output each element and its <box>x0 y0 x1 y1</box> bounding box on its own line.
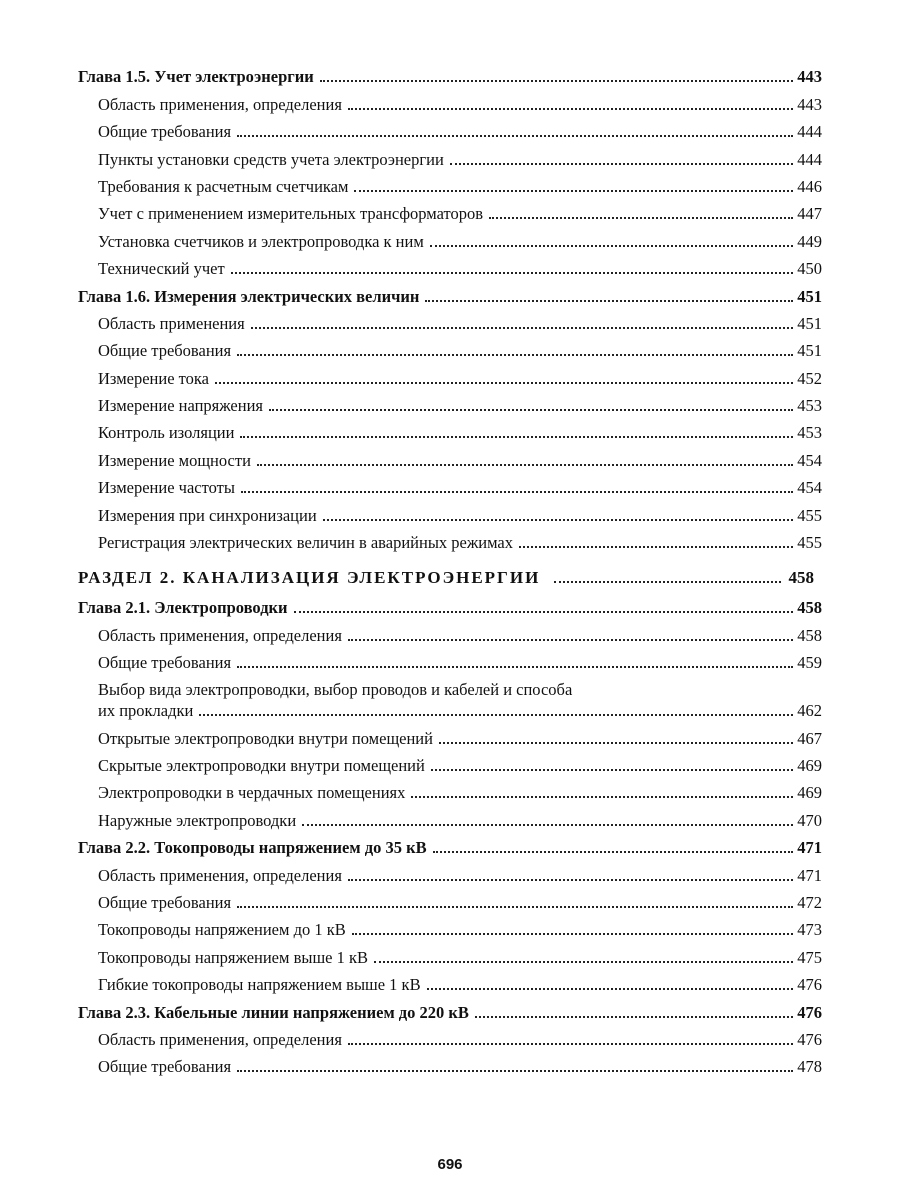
entry-label: Общие требования <box>98 122 232 142</box>
section-title: РАЗДЕЛ 2. КАНАЛИЗАЦИЯ ЭЛЕКТРОЭНЕРГИИ <box>78 568 541 588</box>
toc-entry[interactable] <box>78 197 822 224</box>
toc-entry[interactable] <box>78 416 822 443</box>
entry-label: Гибкие токопроводы напряжением выше 1 кВ <box>98 975 421 995</box>
toc-entry[interactable] <box>78 803 822 830</box>
page-number: 476 <box>797 975 822 995</box>
page-number: 476 <box>797 1002 822 1022</box>
dot-leader <box>237 1070 793 1072</box>
dot-leader <box>431 769 793 771</box>
dot-leader <box>411 796 793 798</box>
toc-entry[interactable] <box>78 389 822 416</box>
toc-entry[interactable] <box>78 1050 822 1077</box>
entry-label: Регистрация электрических величин в аварийных режимах <box>98 533 513 553</box>
entry-label: Общие требования <box>98 341 232 361</box>
dot-leader <box>237 354 793 356</box>
page-number: 475 <box>797 947 822 967</box>
toc-chapter-2-3[interactable] <box>78 995 822 1022</box>
page-number: 444 <box>797 122 822 142</box>
toc-entry[interactable] <box>78 776 822 803</box>
page-number: 455 <box>797 505 822 525</box>
toc-entry[interactable] <box>78 471 822 498</box>
page-number: 451 <box>797 286 822 306</box>
toc-entry[interactable] <box>78 940 822 967</box>
chapter-title: Глава 2.1. Электропроводки <box>78 598 288 618</box>
dot-leader <box>519 546 793 548</box>
chapter-title: Глава 1.6. Измерения электрических величин <box>78 286 420 306</box>
entry-label: Область применения, определения <box>98 1029 342 1049</box>
page-number: 450 <box>797 259 822 279</box>
dot-leader <box>237 135 793 137</box>
page-number: 472 <box>797 892 822 912</box>
entry-label: Область применения, определения <box>98 625 342 645</box>
toc-entry[interactable] <box>78 749 822 776</box>
toc-section-2[interactable] <box>78 557 822 588</box>
dot-leader <box>489 217 793 219</box>
dot-leader <box>241 491 793 493</box>
toc-entry[interactable] <box>78 170 822 197</box>
entry-label: Область применения <box>98 313 245 333</box>
toc-entry[interactable] <box>78 646 822 673</box>
toc-entry[interactable] <box>78 913 822 940</box>
entry-label: Токопроводы напряжением выше 1 кВ <box>98 947 368 967</box>
toc-entry-multiline[interactable] <box>78 673 822 721</box>
page-number: 473 <box>797 920 822 940</box>
page-number: 459 <box>797 653 822 673</box>
page-number: 443 <box>797 67 822 87</box>
entry-label: Токопроводы напряжением до 1 кВ <box>98 920 346 940</box>
entry-label: Общие требования <box>98 892 232 912</box>
page-folio-number: 696 <box>437 1156 463 1173</box>
entry-label: Измерения при синхронизации <box>98 505 317 525</box>
toc-entry[interactable] <box>78 142 822 169</box>
dot-leader <box>237 906 793 908</box>
dot-leader <box>231 272 794 274</box>
entry-label: Измерение напряжения <box>98 396 264 416</box>
dot-leader <box>251 327 794 329</box>
page-number: 443 <box>797 94 822 114</box>
entry-label: Требования к расчетным счетчикам <box>98 176 349 196</box>
entry-label: Установка счетчиков и электропроводка к ним <box>98 231 424 251</box>
dot-leader <box>348 639 793 641</box>
toc-entry[interactable] <box>78 307 822 334</box>
toc-entry[interactable] <box>78 968 822 995</box>
dot-leader <box>320 80 793 82</box>
dot-leader <box>215 382 793 384</box>
dot-leader <box>302 824 793 826</box>
page-number: 449 <box>797 231 822 251</box>
page-number: 458 <box>797 598 822 618</box>
dot-leader <box>348 108 793 110</box>
page-number: 455 <box>797 533 822 553</box>
dot-leader <box>348 1043 793 1045</box>
entry-label: Технический учет <box>98 259 225 279</box>
dot-leader <box>374 961 793 963</box>
toc-entry[interactable] <box>78 618 822 645</box>
dot-leader <box>430 245 793 247</box>
toc-entry[interactable] <box>78 721 822 748</box>
dot-leader <box>348 879 793 881</box>
page-number: 458 <box>788 568 814 588</box>
page-number: 469 <box>797 755 822 775</box>
dot-leader <box>199 714 793 716</box>
page-number: 446 <box>797 176 822 196</box>
entry-label: Открытые электропроводки внутри помещений <box>98 728 433 748</box>
entry-label: Скрытые электропроводки внутри помещений <box>98 755 425 775</box>
entry-label: Электропроводки в чердачных помещениях <box>98 783 406 803</box>
page-number: 451 <box>797 313 822 333</box>
page-number: 467 <box>797 728 822 748</box>
dot-leader <box>237 666 793 668</box>
page-number: 444 <box>797 149 822 169</box>
page-number: 471 <box>797 865 822 885</box>
toc-chapter-2-2[interactable] <box>78 831 822 858</box>
page-number: 462 <box>797 701 822 721</box>
toc-entry[interactable] <box>78 252 822 279</box>
page-number: 447 <box>797 204 822 224</box>
entry-label: Общие требования <box>98 1057 232 1077</box>
chapter-title: Глава 2.2. Токопроводы напряжением до 35 кВ <box>78 838 427 858</box>
toc-entry[interactable] <box>78 361 822 388</box>
toc-entry[interactable] <box>78 886 822 913</box>
entry-label: Область применения, определения <box>98 865 342 885</box>
toc-entry[interactable] <box>78 87 822 114</box>
toc-chapter-2-1[interactable] <box>78 591 822 618</box>
page-number: 476 <box>797 1029 822 1049</box>
dot-leader <box>240 436 793 438</box>
entry-label: Измерение тока <box>98 368 209 388</box>
page-number: 453 <box>797 423 822 443</box>
toc-entry[interactable] <box>78 858 822 885</box>
entry-label-line-1: Выбор вида электропроводки, выбор проводов и кабелей и способа <box>98 680 573 700</box>
page-number: 470 <box>797 810 822 830</box>
dot-leader <box>475 1016 793 1018</box>
entry-label-line-2: их прокладки <box>98 701 194 721</box>
entry-label: Пункты установки средств учета электроэнергии <box>98 149 444 169</box>
page-number: 451 <box>797 341 822 361</box>
entry-label: Измерение частоты <box>98 478 235 498</box>
toc-entry[interactable] <box>78 115 822 142</box>
dot-leader <box>269 409 793 411</box>
chapter-title: Глава 2.3. Кабельные линии напряжением до 220 кВ <box>78 1002 469 1022</box>
page-number: 452 <box>797 368 822 388</box>
dot-leader <box>427 988 794 990</box>
dot-leader <box>554 581 780 583</box>
chapter-title: Глава 1.5. Учет электроэнергии <box>78 67 314 87</box>
entry-label: Область применения, определения <box>98 94 342 114</box>
toc-entry[interactable] <box>78 1023 822 1050</box>
dot-leader <box>354 190 793 192</box>
toc-entry[interactable] <box>78 443 822 470</box>
toc-chapter-1-5[interactable] <box>78 60 822 87</box>
table-of-contents <box>78 60 822 1077</box>
toc-entry[interactable] <box>78 224 822 251</box>
dot-leader <box>323 519 794 521</box>
toc-entry[interactable] <box>78 334 822 361</box>
page-number: 469 <box>797 783 822 803</box>
toc-chapter-1-6[interactable] <box>78 279 822 306</box>
dot-leader <box>425 300 793 302</box>
dot-leader <box>352 933 794 935</box>
dot-leader <box>439 742 793 744</box>
page-number: 458 <box>797 625 822 645</box>
dot-leader <box>433 851 794 853</box>
page-number: 454 <box>797 478 822 498</box>
dot-leader <box>450 163 793 165</box>
entry-label: Контроль изоляции <box>98 423 235 443</box>
page-number: 454 <box>797 450 822 470</box>
toc-entry[interactable] <box>78 498 822 525</box>
toc-entry[interactable] <box>78 526 822 553</box>
entry-label: Измерение мощности <box>98 450 251 470</box>
entry-label: Учет с применением измерительных трансформаторов <box>98 204 484 224</box>
page-number: 478 <box>797 1057 822 1077</box>
dot-leader <box>294 611 794 613</box>
entry-label: Общие требования <box>98 653 232 673</box>
page-number: 471 <box>797 838 822 858</box>
dot-leader <box>257 464 793 466</box>
entry-label: Наружные электропроводки <box>98 810 297 830</box>
page-number: 453 <box>797 396 822 416</box>
